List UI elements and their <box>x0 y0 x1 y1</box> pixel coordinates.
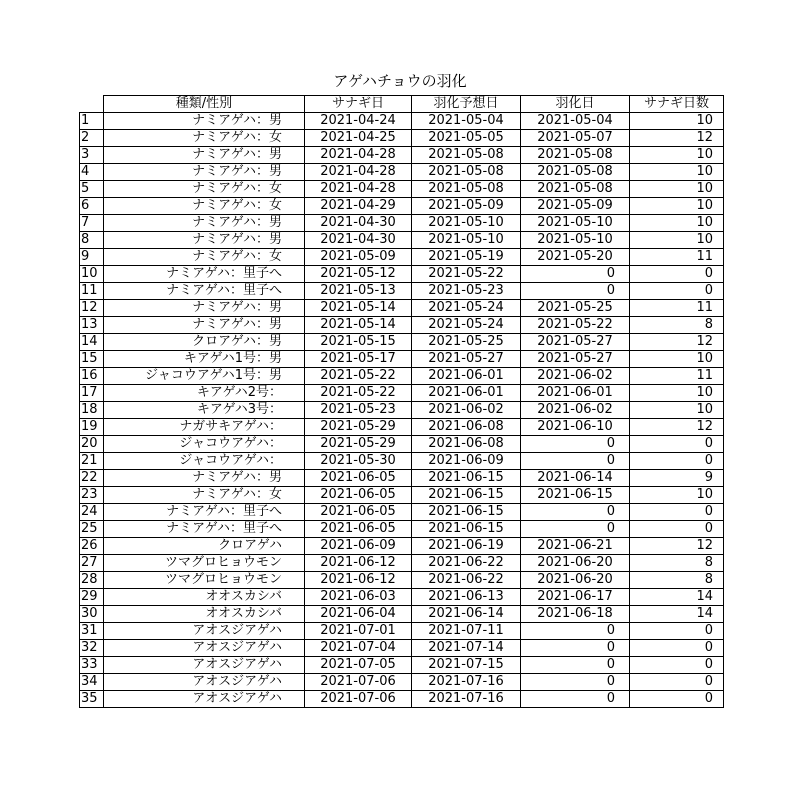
row-index: 10 <box>80 266 104 283</box>
table-row <box>80 164 724 181</box>
cell-expected-date: 2021-05-10 <box>412 215 521 232</box>
cell-kind: キアゲハ2号： <box>104 385 305 402</box>
cell-pupa-date: 2021-07-06 <box>305 691 412 708</box>
cell-expected-date: 2021-05-23 <box>412 283 521 300</box>
row-index: 12 <box>80 300 104 317</box>
cell-emergence-date: 2021-05-08 <box>521 164 630 181</box>
cell-pupa-date: 2021-05-23 <box>305 402 412 419</box>
cell-kind: ナミアゲハ：女 <box>104 249 305 266</box>
table-row <box>80 334 724 351</box>
cell-kind: ナミアゲハ：男 <box>104 317 305 334</box>
cell-pupa-date: 2021-05-30 <box>305 453 412 470</box>
cell-kind: ナミアゲハ：里子へ <box>104 521 305 538</box>
table-body <box>80 113 724 708</box>
cell-emergence-date: 2021-06-17 <box>521 589 630 606</box>
cell-emergence-date: 2021-06-01 <box>521 385 630 402</box>
cell-emergence-date: 0 <box>521 453 630 470</box>
cell-pupa-days: 11 <box>630 300 724 317</box>
table-row <box>80 623 724 640</box>
cell-kind: ナミアゲハ：里子へ <box>104 283 305 300</box>
cell-kind: ジャコウアゲハ： <box>104 436 305 453</box>
cell-expected-date: 2021-06-01 <box>412 368 521 385</box>
cell-expected-date: 2021-05-08 <box>412 164 521 181</box>
table-row <box>80 215 724 232</box>
cell-kind: ツマグロヒョウモン <box>104 555 305 572</box>
table-row <box>80 147 724 164</box>
cell-emergence-date: 0 <box>521 504 630 521</box>
table-row <box>80 249 724 266</box>
cell-expected-date: 2021-06-02 <box>412 402 521 419</box>
cell-kind: ナミアゲハ：男 <box>104 300 305 317</box>
cell-emergence-date: 2021-06-10 <box>521 419 630 436</box>
cell-emergence-date: 2021-05-04 <box>521 113 630 130</box>
cell-kind: クロアゲハ：男 <box>104 334 305 351</box>
cell-emergence-date: 2021-05-20 <box>521 249 630 266</box>
cell-emergence-date: 0 <box>521 436 630 453</box>
cell-expected-date: 2021-06-01 <box>412 385 521 402</box>
cell-pupa-date: 2021-04-28 <box>305 147 412 164</box>
cell-kind: アオスジアゲハ <box>104 623 305 640</box>
cell-expected-date: 2021-05-25 <box>412 334 521 351</box>
table-row <box>80 606 724 623</box>
cell-expected-date: 2021-06-22 <box>412 555 521 572</box>
table-row <box>80 385 724 402</box>
cell-pupa-date: 2021-06-05 <box>305 521 412 538</box>
cell-expected-date: 2021-05-24 <box>412 317 521 334</box>
cell-pupa-days: 10 <box>630 385 724 402</box>
cell-emergence-date: 2021-05-22 <box>521 317 630 334</box>
column-header-emergence-date: 羽化日 <box>521 96 630 113</box>
cell-expected-date: 2021-05-19 <box>412 249 521 266</box>
table-row <box>80 300 724 317</box>
cell-pupa-date: 2021-06-12 <box>305 555 412 572</box>
cell-expected-date: 2021-06-15 <box>412 487 521 504</box>
table-row <box>80 691 724 708</box>
row-index: 18 <box>80 402 104 419</box>
cell-pupa-date: 2021-04-28 <box>305 181 412 198</box>
cell-pupa-days: 10 <box>630 198 724 215</box>
cell-pupa-date: 2021-05-14 <box>305 317 412 334</box>
cell-pupa-date: 2021-06-12 <box>305 572 412 589</box>
cell-pupa-date: 2021-04-30 <box>305 232 412 249</box>
row-index: 33 <box>80 657 104 674</box>
table-row <box>80 504 724 521</box>
cell-kind: ナミアゲハ：女 <box>104 198 305 215</box>
cell-kind: ナミアゲハ：女 <box>104 181 305 198</box>
cell-pupa-date: 2021-05-15 <box>305 334 412 351</box>
table-row <box>80 181 724 198</box>
row-index: 24 <box>80 504 104 521</box>
row-index: 20 <box>80 436 104 453</box>
table-row <box>80 436 724 453</box>
cell-pupa-days: 8 <box>630 555 724 572</box>
cell-emergence-date: 0 <box>521 266 630 283</box>
cell-emergence-date: 2021-05-08 <box>521 147 630 164</box>
cell-pupa-days: 11 <box>630 249 724 266</box>
cell-expected-date: 2021-06-14 <box>412 606 521 623</box>
cell-pupa-days: 10 <box>630 181 724 198</box>
cell-pupa-date: 2021-05-22 <box>305 368 412 385</box>
cell-pupa-days: 12 <box>630 419 724 436</box>
cell-expected-date: 2021-05-22 <box>412 266 521 283</box>
cell-emergence-date: 2021-05-10 <box>521 215 630 232</box>
cell-expected-date: 2021-05-24 <box>412 300 521 317</box>
table-row <box>80 130 724 147</box>
cell-kind: アオスジアゲハ <box>104 674 305 691</box>
cell-pupa-date: 2021-06-05 <box>305 487 412 504</box>
cell-pupa-days: 0 <box>630 283 724 300</box>
table-row <box>80 470 724 487</box>
data-table <box>79 95 724 708</box>
row-index: 31 <box>80 623 104 640</box>
cell-pupa-days: 9 <box>630 470 724 487</box>
cell-pupa-days: 10 <box>630 402 724 419</box>
table-row <box>80 555 724 572</box>
row-index: 26 <box>80 538 104 555</box>
cell-expected-date: 2021-07-11 <box>412 623 521 640</box>
header-corner <box>80 96 104 113</box>
table-row <box>80 487 724 504</box>
row-index: 21 <box>80 453 104 470</box>
cell-pupa-days: 0 <box>630 521 724 538</box>
cell-kind: オオスカシバ <box>104 606 305 623</box>
cell-pupa-days: 11 <box>630 368 724 385</box>
cell-pupa-date: 2021-05-22 <box>305 385 412 402</box>
row-index: 16 <box>80 368 104 385</box>
table-header-row <box>80 96 724 113</box>
cell-emergence-date: 2021-06-20 <box>521 572 630 589</box>
cell-emergence-date: 2021-05-27 <box>521 334 630 351</box>
cell-kind: ジャコウアゲハ1号：男 <box>104 368 305 385</box>
cell-kind: ナミアゲハ：里子へ <box>104 504 305 521</box>
cell-kind: ナミアゲハ：男 <box>104 470 305 487</box>
cell-kind: ジャコウアゲハ： <box>104 453 305 470</box>
cell-expected-date: 2021-05-10 <box>412 232 521 249</box>
table-row <box>80 674 724 691</box>
cell-expected-date: 2021-06-19 <box>412 538 521 555</box>
cell-kind: クロアゲハ <box>104 538 305 555</box>
cell-kind: ナガサキアゲハ： <box>104 419 305 436</box>
cell-pupa-date: 2021-05-17 <box>305 351 412 368</box>
cell-pupa-date: 2021-06-05 <box>305 470 412 487</box>
table-row <box>80 572 724 589</box>
row-index: 3 <box>80 147 104 164</box>
row-index: 30 <box>80 606 104 623</box>
cell-pupa-days: 0 <box>630 657 724 674</box>
cell-pupa-days: 0 <box>630 504 724 521</box>
cell-expected-date: 2021-07-15 <box>412 657 521 674</box>
cell-pupa-date: 2021-04-29 <box>305 198 412 215</box>
cell-expected-date: 2021-06-08 <box>412 436 521 453</box>
cell-pupa-days: 8 <box>630 572 724 589</box>
cell-emergence-date: 2021-05-27 <box>521 351 630 368</box>
cell-pupa-days: 0 <box>630 266 724 283</box>
cell-expected-date: 2021-07-16 <box>412 674 521 691</box>
cell-emergence-date: 0 <box>521 691 630 708</box>
row-index: 29 <box>80 589 104 606</box>
table-row <box>80 419 724 436</box>
column-header-pupa-date: サナギ日 <box>305 96 412 113</box>
cell-pupa-days: 10 <box>630 351 724 368</box>
row-index: 32 <box>80 640 104 657</box>
table-row <box>80 402 724 419</box>
row-index: 34 <box>80 674 104 691</box>
row-index: 15 <box>80 351 104 368</box>
cell-pupa-date: 2021-06-03 <box>305 589 412 606</box>
cell-kind: ナミアゲハ：里子へ <box>104 266 305 283</box>
cell-pupa-days: 14 <box>630 606 724 623</box>
cell-expected-date: 2021-06-13 <box>412 589 521 606</box>
cell-pupa-days: 12 <box>630 538 724 555</box>
row-index: 19 <box>80 419 104 436</box>
cell-kind: アオスジアゲハ <box>104 691 305 708</box>
cell-pupa-days: 12 <box>630 334 724 351</box>
cell-emergence-date: 2021-06-02 <box>521 402 630 419</box>
cell-pupa-date: 2021-05-14 <box>305 300 412 317</box>
column-header-expected-date: 羽化予想日 <box>412 96 521 113</box>
cell-emergence-date: 2021-05-25 <box>521 300 630 317</box>
table-row <box>80 198 724 215</box>
cell-pupa-date: 2021-04-28 <box>305 164 412 181</box>
cell-pupa-days: 0 <box>630 691 724 708</box>
cell-expected-date: 2021-06-22 <box>412 572 521 589</box>
row-index: 35 <box>80 691 104 708</box>
cell-expected-date: 2021-05-08 <box>412 181 521 198</box>
cell-emergence-date: 2021-05-07 <box>521 130 630 147</box>
cell-emergence-date: 2021-06-02 <box>521 368 630 385</box>
table-row <box>80 317 724 334</box>
cell-kind: アオスジアゲハ <box>104 657 305 674</box>
row-index: 17 <box>80 385 104 402</box>
cell-kind: キアゲハ3号： <box>104 402 305 419</box>
table-row <box>80 113 724 130</box>
row-index: 8 <box>80 232 104 249</box>
cell-expected-date: 2021-07-14 <box>412 640 521 657</box>
row-index: 25 <box>80 521 104 538</box>
row-index: 13 <box>80 317 104 334</box>
cell-kind: ツマグロヒョウモン <box>104 572 305 589</box>
cell-pupa-days: 10 <box>630 113 724 130</box>
row-index: 23 <box>80 487 104 504</box>
cell-pupa-date: 2021-07-04 <box>305 640 412 657</box>
cell-expected-date: 2021-05-05 <box>412 130 521 147</box>
table-row <box>80 521 724 538</box>
cell-emergence-date: 2021-05-10 <box>521 232 630 249</box>
cell-pupa-days: 0 <box>630 640 724 657</box>
cell-pupa-date: 2021-05-12 <box>305 266 412 283</box>
row-index: 22 <box>80 470 104 487</box>
table-row <box>80 232 724 249</box>
cell-pupa-days: 14 <box>630 589 724 606</box>
row-index: 5 <box>80 181 104 198</box>
cell-pupa-days: 10 <box>630 232 724 249</box>
table-row <box>80 640 724 657</box>
cell-pupa-date: 2021-05-09 <box>305 249 412 266</box>
cell-pupa-date: 2021-07-05 <box>305 657 412 674</box>
cell-pupa-days: 10 <box>630 487 724 504</box>
cell-kind: ナミアゲハ：男 <box>104 215 305 232</box>
cell-expected-date: 2021-05-09 <box>412 198 521 215</box>
cell-expected-date: 2021-06-15 <box>412 470 521 487</box>
cell-pupa-days: 10 <box>630 147 724 164</box>
row-index: 2 <box>80 130 104 147</box>
cell-expected-date: 2021-06-09 <box>412 453 521 470</box>
cell-emergence-date: 0 <box>521 623 630 640</box>
cell-pupa-days: 0 <box>630 674 724 691</box>
cell-expected-date: 2021-06-08 <box>412 419 521 436</box>
row-index: 4 <box>80 164 104 181</box>
row-index: 27 <box>80 555 104 572</box>
row-index: 11 <box>80 283 104 300</box>
cell-expected-date: 2021-06-15 <box>412 521 521 538</box>
cell-pupa-date: 2021-07-01 <box>305 623 412 640</box>
table-row <box>80 266 724 283</box>
cell-pupa-date: 2021-05-29 <box>305 419 412 436</box>
cell-emergence-date: 0 <box>521 674 630 691</box>
cell-pupa-days: 0 <box>630 623 724 640</box>
cell-emergence-date: 0 <box>521 283 630 300</box>
cell-expected-date: 2021-06-15 <box>412 504 521 521</box>
chart-title: アゲハチョウの羽化 <box>333 72 467 90</box>
cell-pupa-date: 2021-04-30 <box>305 215 412 232</box>
cell-emergence-date: 2021-06-18 <box>521 606 630 623</box>
cell-emergence-date: 2021-06-20 <box>521 555 630 572</box>
cell-emergence-date: 2021-05-08 <box>521 181 630 198</box>
cell-pupa-date: 2021-06-04 <box>305 606 412 623</box>
table-row <box>80 453 724 470</box>
table-row <box>80 283 724 300</box>
cell-kind: ナミアゲハ：女 <box>104 130 305 147</box>
row-index: 28 <box>80 572 104 589</box>
cell-emergence-date: 2021-05-09 <box>521 198 630 215</box>
cell-expected-date: 2021-05-08 <box>412 147 521 164</box>
cell-pupa-days: 8 <box>630 317 724 334</box>
cell-kind: オオスカシバ <box>104 589 305 606</box>
cell-pupa-days: 0 <box>630 436 724 453</box>
row-index: 1 <box>80 113 104 130</box>
column-header-pupa-days: サナギ日数 <box>630 96 724 113</box>
row-index: 9 <box>80 249 104 266</box>
row-index: 7 <box>80 215 104 232</box>
cell-pupa-date: 2021-05-13 <box>305 283 412 300</box>
row-index: 6 <box>80 198 104 215</box>
table-row <box>80 368 724 385</box>
cell-pupa-days: 0 <box>630 453 724 470</box>
cell-kind: ナミアゲハ：男 <box>104 113 305 130</box>
cell-kind: ナミアゲハ：男 <box>104 232 305 249</box>
cell-expected-date: 2021-05-27 <box>412 351 521 368</box>
table-row <box>80 589 724 606</box>
table-row <box>80 657 724 674</box>
cell-pupa-date: 2021-06-09 <box>305 538 412 555</box>
cell-emergence-date: 0 <box>521 657 630 674</box>
cell-emergence-date: 2021-06-14 <box>521 470 630 487</box>
column-header-kind: 種類/性別 <box>104 96 305 113</box>
cell-kind: ナミアゲハ：男 <box>104 164 305 181</box>
cell-pupa-days: 10 <box>630 215 724 232</box>
cell-pupa-days: 12 <box>630 130 724 147</box>
cell-kind: ナミアゲハ：女 <box>104 487 305 504</box>
cell-expected-date: 2021-07-16 <box>412 691 521 708</box>
cell-pupa-date: 2021-07-06 <box>305 674 412 691</box>
cell-emergence-date: 0 <box>521 521 630 538</box>
cell-pupa-date: 2021-04-25 <box>305 130 412 147</box>
cell-pupa-date: 2021-06-05 <box>305 504 412 521</box>
cell-kind: アオスジアゲハ <box>104 640 305 657</box>
cell-expected-date: 2021-05-04 <box>412 113 521 130</box>
cell-kind: ナミアゲハ：男 <box>104 147 305 164</box>
cell-pupa-date: 2021-05-29 <box>305 436 412 453</box>
cell-emergence-date: 0 <box>521 640 630 657</box>
cell-kind: キアゲハ1号：男 <box>104 351 305 368</box>
cell-emergence-date: 2021-06-15 <box>521 487 630 504</box>
cell-pupa-days: 10 <box>630 164 724 181</box>
row-index: 14 <box>80 334 104 351</box>
cell-emergence-date: 2021-06-21 <box>521 538 630 555</box>
table-row <box>80 351 724 368</box>
cell-pupa-date: 2021-04-24 <box>305 113 412 130</box>
table-row <box>80 538 724 555</box>
